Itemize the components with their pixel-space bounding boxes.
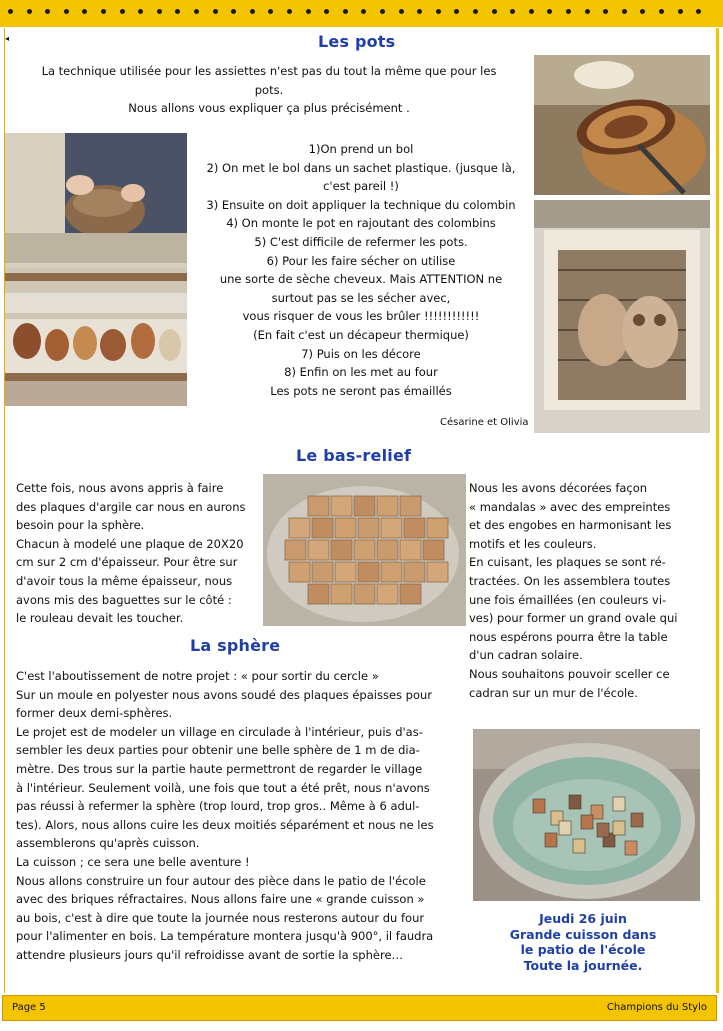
sphere-line: à l'intérieur. Seulement voilà, une fois que tout a été prêt, nous n'avons [16, 780, 430, 795]
clay-house [569, 795, 581, 809]
border-dot [436, 9, 441, 14]
border-dot [250, 9, 255, 14]
border-dot [622, 9, 627, 14]
clay-house [581, 815, 593, 829]
basrelief-line: avons mis des baguettes sur le côté : [16, 592, 232, 607]
sphere-line: Sur un moule en polyester nous avons soudé des plaques épaisses pour [16, 687, 433, 702]
photo-potters-hands [5, 133, 187, 406]
clay-tile [289, 518, 310, 538]
pots-step: 7) Puis on les décore [301, 346, 421, 361]
sphere-title: La sphère [190, 636, 281, 655]
photo-sphere-village [473, 729, 700, 901]
basrelief-line: motifs et les couleurs. [469, 536, 597, 551]
sphere-line: attendre plusieurs jours qu'il refroidisse avant de sortie la sphère… [16, 947, 404, 962]
basrelief-left-text [16, 479, 259, 628]
clay-tile [354, 584, 375, 604]
sphere-line: Nous allons construire un four autour des pièce dans le patio de l'école [16, 873, 426, 888]
basrelief-line: d'avoir tous la même épaisseur, nous [16, 573, 233, 588]
basrelief-line: nous espérons pourra être la table [469, 629, 668, 644]
basrelief-line: Chacun à modelé une plaque de 20X20 [16, 536, 244, 551]
basrelief-title: Le bas-relief [296, 446, 412, 465]
border-dot [268, 9, 273, 14]
border-dot [399, 9, 404, 14]
sphere-line: La cuisson ; ce sera une belle aventure ! [16, 854, 250, 869]
border-dot [343, 9, 348, 14]
event-announcement [488, 911, 678, 973]
sphere-line: au bois, c'est à dire que toute la journée nous resterons autour du four [16, 910, 425, 925]
clay-tile [308, 540, 329, 560]
border-dot [287, 9, 292, 14]
announcement-line: Toute la journée. [523, 957, 643, 973]
clay-tile [331, 584, 352, 604]
clay-tile [331, 540, 352, 560]
sphere-line: avec des briques réfractaires. Nous allons faire une « grande cuisson » [16, 892, 425, 907]
photo-clay-tiles [263, 474, 466, 626]
border-dot [306, 9, 311, 14]
border-dot [157, 9, 162, 14]
page-marker-icon: ◂ [5, 34, 10, 43]
right-border [716, 28, 719, 993]
border-dot [678, 9, 683, 14]
pots-step: 2) On met le bol dans un sachet plastique. (jusque là, [206, 160, 516, 175]
sphere-line: former deux demi-sphères. [16, 706, 173, 721]
border-dot [138, 9, 143, 14]
pots-step: (En fait c'est un décapeur thermique) [253, 327, 469, 342]
sphere-line: sembler les deux parties pour obtenir une belle sphère de 1 m de dia- [16, 743, 420, 758]
clay-tile [427, 562, 448, 582]
sphere-line: pas réussi à refermer la sphère (trop lourd, trop gros.. Même à 6 adul- [16, 799, 420, 814]
border-dot [231, 9, 236, 14]
announcement-line: Jeudi 26 juin [539, 911, 627, 926]
pots-title: Les pots [318, 32, 396, 51]
clay-tile [308, 584, 329, 604]
clay-tile [377, 496, 398, 516]
border-dot [361, 9, 366, 14]
pots-intro [18, 62, 520, 118]
pots-step: 4) On monte le pot en rajoutant des colombins [226, 216, 496, 231]
pots-intro-line: La technique utilisée pour les assiettes n'est pas du tout la même que pour les [41, 64, 497, 78]
pots-step: 8) Enfin on les met au four [284, 365, 438, 380]
sphere-line: tes). Alors, nous allons cuire les deux moitiés séparément et nous ne les [16, 817, 434, 832]
border-dot [64, 9, 69, 14]
clay-tile [423, 540, 444, 560]
pots-step: 1)On prend un bol [308, 142, 414, 156]
sphere-line: pour l'alimenter en bois. La température montera jusqu'à 900°, il faudra [16, 929, 434, 944]
clay-tile [381, 518, 402, 538]
dotted-border [8, 9, 715, 19]
clay-tile [289, 562, 310, 582]
basrelief-line: d'un cadran solaire. [469, 648, 583, 663]
pots-step: 6) Pour les faire sécher on utilise [266, 253, 456, 268]
border-dot [27, 9, 32, 14]
border-dot [175, 9, 180, 14]
pots-step: c'est pareil !) [323, 179, 399, 194]
pots-intro-line: Nous allons vous expliquer ça plus précisément . [128, 101, 410, 116]
basrelief-line: besoin pour la sphère. [16, 518, 145, 533]
border-dot [194, 9, 199, 14]
border-dot [529, 9, 534, 14]
clay-tile [312, 562, 333, 582]
border-dot [640, 9, 645, 14]
announcement-line: Grande cuisson dans [509, 926, 657, 942]
basrelief-line: cm sur 2 cm d'épaisseur. Pour être sur [16, 555, 238, 570]
clay-house [597, 823, 609, 837]
pots-step: surtout pas se les sécher avec, [271, 290, 451, 305]
sphere-line: mètre. Des trous sur la partie haute permettront de regarder le village [16, 761, 423, 776]
photo-kiln-pots [534, 200, 710, 433]
clay-tile [404, 562, 425, 582]
pots-steps [192, 140, 530, 400]
clay-tile [427, 518, 448, 538]
pots-step: vous risquer de vous les brûler !!!!!!!!!!!! [242, 309, 480, 324]
clay-tile [377, 540, 398, 560]
clay-house [613, 797, 625, 811]
clay-house [631, 813, 643, 827]
pots-step: 3) Ensuite on doit appliquer la technique du colombin [206, 197, 516, 212]
border-dot [696, 9, 701, 14]
border-dot [8, 9, 13, 14]
announcement-line: le patio de l'école [520, 942, 646, 957]
clay-house [613, 821, 625, 835]
pots-step: Les pots ne seront pas émaillés [270, 383, 452, 398]
basrelief-line: cadran sur un mur de l'école. [469, 685, 638, 700]
basrelief-line: le rouleau devait les toucher. [16, 611, 184, 626]
border-dot [82, 9, 87, 14]
page-number: Page 5 [12, 1002, 46, 1013]
basrelief-line: ves) pour former un grand ovale qui [469, 611, 678, 626]
pots-intro-line: pots. [254, 82, 284, 97]
basrelief-line: des plaques d'argile car nous en aurons [16, 499, 246, 514]
border-dot [473, 9, 478, 14]
basrelief-right-text [469, 479, 698, 702]
clay-tile [335, 518, 356, 538]
border-dot [510, 9, 515, 14]
photo-decorated-pot [534, 55, 710, 195]
basrelief-line: et des engobes en harmonisant les [469, 518, 672, 533]
clay-tile [400, 584, 421, 604]
clay-tile [354, 496, 375, 516]
clay-tile [377, 584, 398, 604]
clay-tile [308, 496, 329, 516]
basrelief-line: Nous les avons décorées façon [469, 481, 648, 495]
sphere-line: assemblerons qu'après cuisson. [16, 836, 200, 851]
pots-step: 5) C'est difficile de refermer les pots. [254, 234, 468, 249]
sphere-line: C'est l'aboutissement de notre projet : « pour sortir du cercle » [16, 669, 379, 683]
basrelief-line: « mandalas » avec des empreintes [469, 499, 671, 514]
clay-tile [331, 496, 352, 516]
clay-house [545, 833, 557, 847]
basrelief-line: tractées. On les assemblera toutes [469, 573, 671, 588]
clay-tile [354, 540, 375, 560]
border-dot [101, 9, 106, 14]
border-dot [585, 9, 590, 14]
clay-house [573, 839, 585, 853]
clay-house [625, 841, 637, 855]
border-dot [45, 9, 50, 14]
border-dot [492, 9, 497, 14]
border-dot [120, 9, 125, 14]
sphere-text [16, 667, 462, 965]
pots-step: une sorte de sèche cheveux. Mais ATTENTION ne [219, 272, 503, 287]
border-dot [454, 9, 459, 14]
clay-tile [335, 562, 356, 582]
border-dot [213, 9, 218, 14]
basrelief-line: une fois émaillées (en couleurs vi- [469, 592, 667, 607]
newsletter-name: Champions du Stylo [606, 1002, 707, 1013]
border-dot [547, 9, 552, 14]
clay-tile [381, 562, 402, 582]
pots-credit: Césarine et Olivia [440, 417, 529, 428]
clay-house [533, 799, 545, 813]
border-dot [380, 9, 385, 14]
clay-house [559, 821, 571, 835]
clay-tile [400, 496, 421, 516]
basrelief-line: Cette fois, nous avons appris à faire [16, 481, 224, 495]
clay-tile [312, 518, 333, 538]
border-dot [659, 9, 664, 14]
clay-tile [285, 540, 306, 560]
basrelief-line: En cuisant, les plaques se sont ré- [469, 555, 666, 570]
header-band [0, 0, 723, 27]
border-dot [417, 9, 422, 14]
clay-tile [358, 518, 379, 538]
clay-tile [404, 518, 425, 538]
basrelief-line: Nous souhaitons pouvoir sceller ce [469, 666, 670, 681]
clay-tile [358, 562, 379, 582]
sphere-line: Le projet est de modeler un village en circulade à l'intérieur, puis d'as- [16, 724, 423, 739]
border-dot [324, 9, 329, 14]
clay-tile [400, 540, 421, 560]
border-dot [603, 9, 608, 14]
border-dot [566, 9, 571, 14]
